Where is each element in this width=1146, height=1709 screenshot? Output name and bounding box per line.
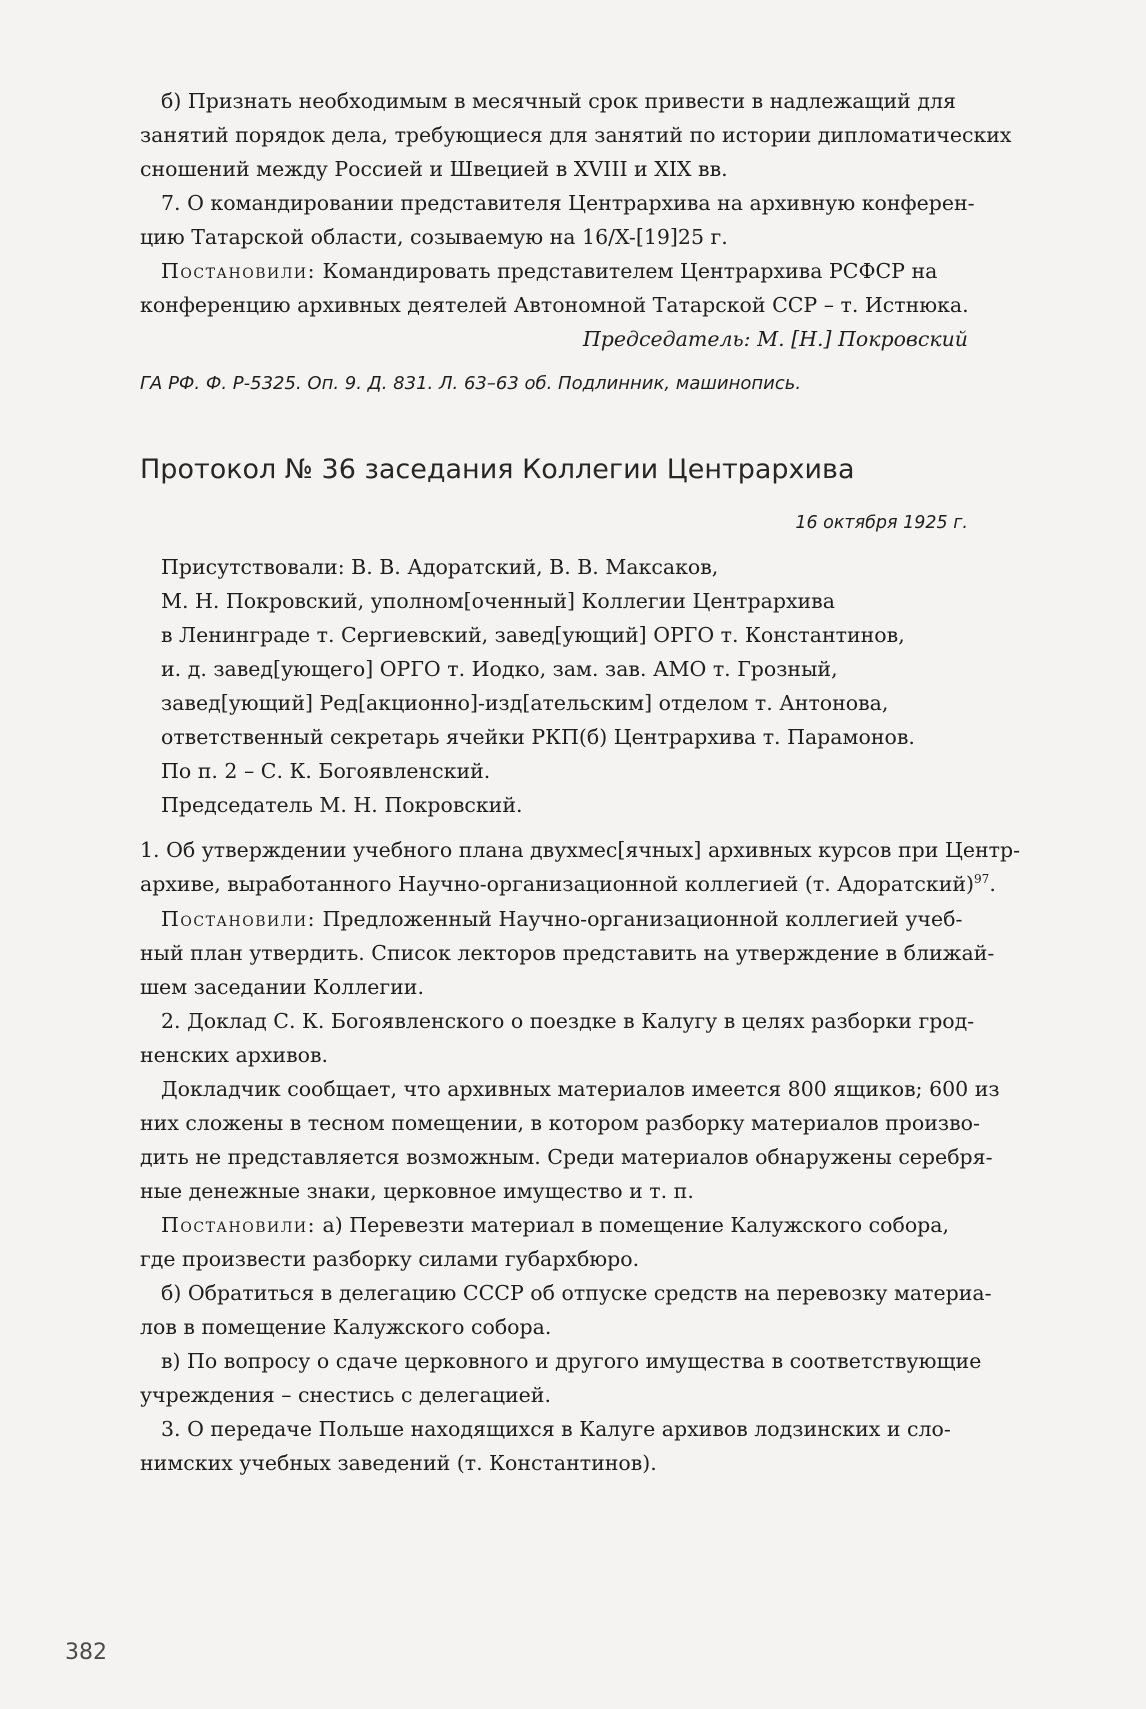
decision-item-7 <box>140 254 968 322</box>
text-line: б) Обратиться в делегацию СССР об отпуске средств на перевозку материа- <box>161 1281 992 1305</box>
text-line: 3. О передаче Польше находящихся в Калуге архивов лодзинских и сло- <box>161 1417 951 1441</box>
protocol-date: 16 октября 1925 г. <box>795 513 968 533</box>
decision-item-2c <box>140 1344 982 1412</box>
text-line: учреждения – снестись с делегацией. <box>140 1383 551 1407</box>
attendee-line: По п. 2 – С. К. Богоявленский. <box>161 759 491 783</box>
protocol-title: Протокол № 36 заседания Коллегии Центрархива <box>140 454 855 485</box>
attendee-line: Присутствовали: В. В. Адоратский, В. В. Максаков, <box>161 555 719 579</box>
agenda-item-1 <box>140 833 1021 901</box>
agenda-item-2 <box>140 1004 975 1072</box>
text-line: лов в помещение Калужского собора. <box>140 1315 552 1339</box>
text-line: дить не представляется возможным. Среди материалов обнаружены серебря- <box>140 1145 993 1169</box>
decision-label: Постановили: <box>161 907 316 931</box>
text-line: нимских учебных заведений (т. Константинов). <box>140 1451 657 1475</box>
text-line: занятий порядок дела, требующиеся для занятий по истории дипломатических <box>140 123 1012 147</box>
text-line: ненских архивов. <box>140 1043 329 1067</box>
attendee-line: Председатель М. Н. Покровский. <box>161 793 523 817</box>
decision-label: Постановили: <box>161 259 316 283</box>
paragraph-b <box>140 84 1012 186</box>
text-line: Докладчик сообщает, что архивных материалов имеется 800 ящиков; 600 из <box>161 1077 1000 1101</box>
text-line: ные денежные знаки, церковное имущество и т. п. <box>140 1179 694 1203</box>
text-line: Постановили: а) Перевезти материал в помещение Калужского собора, <box>161 1213 950 1237</box>
text-line: цию Татарской области, созываемую на 16/X-[19]25 г. <box>140 225 728 249</box>
text-line: б) Признать необходимым в месячный срок привести в надлежащий для <box>161 89 956 113</box>
text-line: ный план утвердить. Список лекторов представить на утверждение в ближай- <box>140 941 995 965</box>
decision-item-2a <box>140 1208 968 1276</box>
decision-label: Постановили: <box>161 1213 316 1237</box>
text-line: где произвести разборку силами губархбюро. <box>140 1247 640 1271</box>
attendee-line: завед[ующий] Ред[акционно]-изд[ательским] отделом т. Антонова, <box>161 691 889 715</box>
chairman-signature: Председатель: М. [Н.] Покровский <box>582 327 968 351</box>
report-text <box>140 1072 1000 1208</box>
text-line: конференцию архивных деятелей Автономной Татарской ССР – т. Истнюка. <box>140 293 969 317</box>
text-line: архиве, выработанного Научно-организационной коллегией (т. Адоратский)$^{97}$. <box>140 872 996 896</box>
attendee-line: в Ленинграде т. Сергиевский, завед[ующий] ОРГО т. Константинов, <box>161 623 905 647</box>
page-number: 382 <box>65 1640 107 1665</box>
text-line: 1. Об утверждении учебного плана двухмес[ячных] архивных курсов при Центр- <box>140 838 1021 862</box>
text-line: Постановили: Предложенный Научно-организационной коллегией учеб- <box>161 907 963 931</box>
text-line: них сложены в тесном помещении, в котором разборку материалов произво- <box>140 1111 980 1135</box>
attendee-line: М. Н. Покровский, уполном[оченный] Коллегии Центрархива <box>161 589 835 613</box>
text-line: сношений между Россией и Швецией в XVIII и XIX вв. <box>140 157 728 181</box>
agenda-item-3 <box>140 1412 968 1480</box>
text-line: шем заседании Коллегии. <box>140 975 424 999</box>
attendee-line: и. д. завед[ующего] ОРГО т. Иодко, зам. зав. АМО т. Грозный, <box>161 657 838 681</box>
text-line: 7. О командировании представителя Центрархива на архивную конферен- <box>161 191 975 215</box>
attendees-list <box>140 550 989 822</box>
text-line: в) По вопросу о сдаче церковного и другого имущества в соответствующие <box>161 1349 982 1373</box>
archive-reference: ГА РФ. Ф. Р-5325. Оп. 9. Д. 831. Л. 63–63 об. Подлинник, машинопись. <box>140 373 802 394</box>
text-line <box>140 254 968 288</box>
attendee-line: ответственный секретарь ячейки РКП(б) Центрархива т. Парамонов. <box>161 725 915 749</box>
decision-item-1 <box>140 902 995 1004</box>
footnote-marker: 97 <box>974 872 990 887</box>
item-7 <box>140 186 975 254</box>
decision-item-2b <box>140 1276 992 1344</box>
text-line: 2. Доклад С. К. Богоявленского о поездке в Калугу в целях разборки грод- <box>161 1009 975 1033</box>
decision-text: Командировать представителем Центрархива РСФСР на <box>322 259 938 283</box>
